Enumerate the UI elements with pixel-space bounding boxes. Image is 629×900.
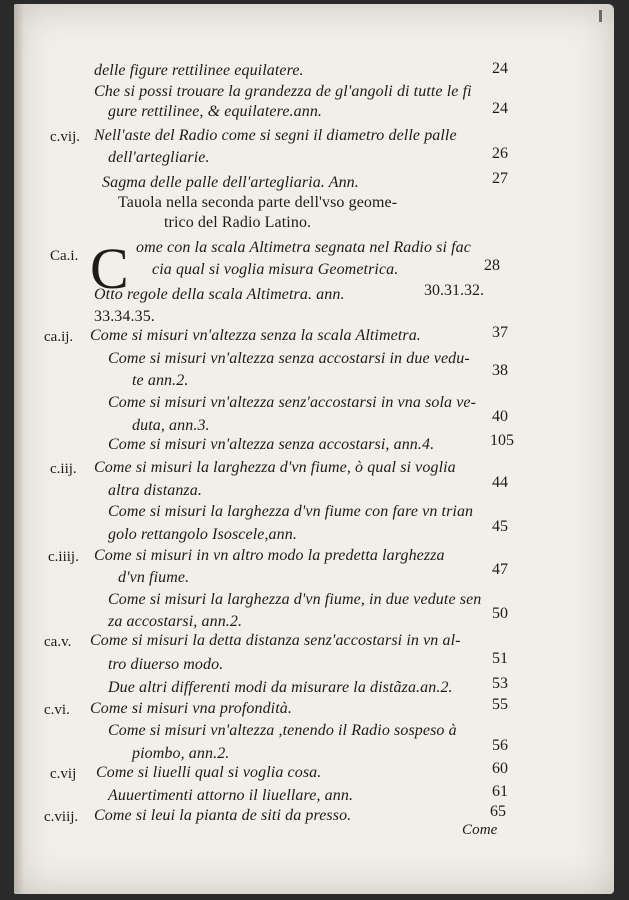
toc-entry-text: ome con la scala Altimetra segnata nel Radio si fac bbox=[136, 239, 471, 256]
toc-entry-text: Come si misuri vn'altezza senza accostarsi, ann.4. bbox=[108, 436, 435, 453]
chapter-label: c.vij bbox=[50, 766, 77, 782]
toc-entry-page: 37 bbox=[492, 324, 508, 341]
section-heading: trico del Radio Latino. bbox=[164, 214, 312, 231]
toc-entry-text: Due altri differenti modi da misurare la distãza.an.2. bbox=[108, 679, 453, 696]
toc-entry-text: d'vn fiume. bbox=[118, 569, 190, 586]
toc-entry-page: 53 bbox=[492, 675, 508, 692]
toc-entry-text: te ann.2. bbox=[132, 372, 189, 389]
toc-entry-text: altra distanza. bbox=[108, 482, 202, 499]
toc-entry-page: 105 bbox=[490, 432, 514, 449]
chapter-label: c.iiij. bbox=[48, 549, 79, 565]
toc-entry-text: tro diuerso modo. bbox=[108, 656, 224, 673]
toc-entry-text: duta, ann.3. bbox=[132, 417, 210, 434]
toc-entry-text: Sagma delle palle dell'artegliaria. Ann. bbox=[102, 174, 359, 191]
toc-entry-text: dell'artegliarie. bbox=[108, 149, 210, 166]
toc-entry-text: Come si misuri la larghezza d'vn fiume con fare vn trian bbox=[108, 503, 474, 520]
toc-entry-text: Come si leui la pianta de siti da presso. bbox=[94, 807, 352, 824]
toc-entry-page: 44 bbox=[492, 474, 508, 491]
toc-entry-page: 40 bbox=[492, 408, 508, 425]
toc-entry-page: 50 bbox=[492, 605, 508, 622]
toc-entry-text: Come si misuri la detta distanza senz'accostarsi in vn al- bbox=[90, 632, 461, 649]
toc-entry-text: Come si misuri vn'altezza senza accostarsi in due vedu- bbox=[108, 350, 470, 367]
toc-entry-page: 28 bbox=[484, 257, 500, 274]
toc-entry-page: 55 bbox=[492, 696, 508, 713]
toc-entry-text: Nell'aste del Radio come si segni il diametro delle palle bbox=[94, 127, 457, 144]
toc-entry-page: 26 bbox=[492, 145, 508, 162]
chapter-label: c.iij. bbox=[50, 461, 77, 477]
toc-entry-page: 47 bbox=[492, 561, 508, 578]
chapter-label: ca.ij. bbox=[44, 329, 74, 345]
toc-entry-page: 24 bbox=[492, 100, 508, 117]
toc-entry-text: Auuertimenti attorno il liuellare, ann. bbox=[108, 787, 354, 804]
toc-entry-text: piombo, ann.2. bbox=[132, 745, 230, 762]
toc-entry-page: 30.31.32. bbox=[424, 282, 484, 299]
toc-entry-page: 65 bbox=[490, 803, 506, 820]
toc-entry-text: Come si misuri la larghezza d'vn fiume, in due vedute sen bbox=[108, 591, 482, 608]
toc-entry-page: 38 bbox=[492, 362, 508, 379]
toc-entry-text: Che si possi trouare la grandezza de gl'angoli di tutte le fi bbox=[94, 83, 472, 100]
corner-mark bbox=[599, 10, 602, 22]
toc-entry-page: 24 bbox=[492, 60, 508, 77]
chapter-label: c.vi. bbox=[44, 702, 70, 718]
toc-entry-text: Otto regole della scala Altimetra. ann. bbox=[94, 286, 345, 303]
chapter-label: ca.v. bbox=[44, 634, 72, 650]
toc-entry-page: 56 bbox=[492, 737, 508, 754]
toc-entry-text: Come si misuri vn'altezza senz'accostarsi in vna sola ve- bbox=[108, 394, 477, 411]
toc-entry-page: 45 bbox=[492, 518, 508, 535]
chapter-label: Ca.i. bbox=[50, 248, 79, 264]
toc-entry-page: 27 bbox=[492, 170, 508, 187]
book-page bbox=[14, 4, 614, 894]
toc-entry-text: Come si misuri in vn altro modo la predetta larghezza bbox=[94, 547, 445, 564]
section-heading: Tauola nella seconda parte dell'vso geome- bbox=[118, 194, 398, 211]
chapter-label: c.vij. bbox=[50, 129, 80, 145]
catchword: Come bbox=[462, 822, 498, 838]
toc-entry-page: 60 bbox=[492, 760, 508, 777]
toc-entry-text: Come si misuri vn'altezza senza la scala Altimetra. bbox=[90, 327, 421, 344]
drop-capital: C bbox=[90, 236, 129, 301]
toc-entry-page: 51 bbox=[492, 650, 508, 667]
toc-entry-text: golo rettangolo Isoscele,ann. bbox=[108, 526, 297, 543]
toc-entry-text: Come si misuri vna profondità. bbox=[90, 700, 292, 717]
toc-entry-text: Come si misuri vn'altezza ,tenendo il Radio sospeso à bbox=[108, 722, 457, 739]
toc-entry-text: delle figure rettilinee equilatere. bbox=[94, 62, 304, 79]
page-edge bbox=[14, 4, 24, 894]
chapter-label: c.viij. bbox=[44, 809, 79, 825]
toc-entry-text: Come si misuri la larghezza d'vn fiume, ò qual si voglia bbox=[94, 459, 456, 476]
toc-entry-text: za accostarsi, ann.2. bbox=[108, 613, 243, 630]
toc-entry-text: cia qual si voglia misura Geometrica. bbox=[152, 261, 399, 278]
toc-entry-text: Come si liuelli qual si voglia cosa. bbox=[96, 764, 322, 781]
toc-entry-page: 61 bbox=[492, 783, 508, 800]
toc-entry-text: 33.34.35. bbox=[94, 308, 155, 325]
toc-entry-text: gure rettilinee, & equilatere.ann. bbox=[108, 103, 323, 120]
